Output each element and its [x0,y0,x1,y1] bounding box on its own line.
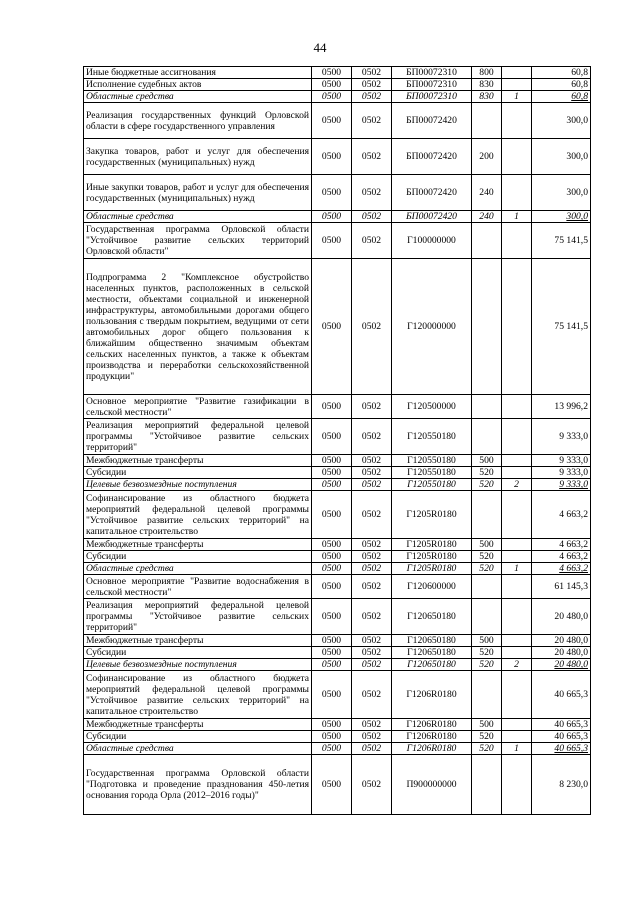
subsection-code-cell: 0502 [352,539,392,551]
row-name-cell: Субсидии [84,731,312,743]
amount-cell: 60,8 [532,79,591,91]
section-code-cell: 0500 [312,743,352,755]
table-row [84,491,591,539]
subsection-code-cell: 0502 [352,223,392,259]
target-article-cell: Г1206R0180 [392,671,472,719]
row-name-cell: Государственная программа Орловской области "Подготовка и проведение празднования 450-летия основания города Орла (2012–2016 годы)" [84,755,312,815]
expense-type-cell: 240 [472,175,502,211]
subsection-code-cell: 0502 [352,395,392,419]
expense-type-cell: 500 [472,539,502,551]
subsection-code-cell: 0502 [352,491,392,539]
table-row [84,647,591,659]
table-row [84,659,591,671]
table-row [84,635,591,647]
amount-cell: 4 663,2 [532,563,591,575]
subsection-code-cell: 0502 [352,455,392,467]
target-article-cell: Г1205R0180 [392,563,472,575]
amount-cell: 40 665,3 [532,719,591,731]
target-article-cell: БП00072420 [392,211,472,223]
row-name-cell: Подпрограмма 2 "Комплексное обустройство населенных пунктов, расположенных в сельской местности, объектами социальной и инженерной инфраструктуры, автомобильными дорогами общего пользования с твердым покрытием, ведущими от сети автомобильных дорог общего пользования к ближайшим общественно значимым объектам сельских населенных пунктов, а также к объектам производства и переработки сельскохозяйственной продукции" [84,259,312,395]
row-name-cell: Субсидии [84,647,312,659]
funding-source-cell [502,755,532,815]
amount-cell: 9 333,0 [532,419,591,455]
funding-source-cell: 2 [502,479,532,491]
table-row [84,175,591,211]
section-code-cell: 0500 [312,67,352,79]
funding-source-cell [502,259,532,395]
target-article-cell: Г120500000 [392,395,472,419]
table-row [84,719,591,731]
table-row [84,731,591,743]
amount-cell: 60,8 [532,67,591,79]
amount-cell: 40 665,3 [532,671,591,719]
table-row [84,575,591,599]
subsection-code-cell: 0502 [352,139,392,175]
funding-source-cell [502,575,532,599]
subsection-code-cell: 0502 [352,575,392,599]
funding-source-cell [502,671,532,719]
amount-cell: 300,0 [532,175,591,211]
funding-source-cell [502,467,532,479]
table-row [84,551,591,563]
amount-cell: 9 333,0 [532,455,591,467]
row-name-cell: Закупка товаров, работ и услуг для обеспечения государственных (муниципальных) нужд [84,139,312,175]
amount-cell: 4 663,2 [532,539,591,551]
table-row [84,599,591,635]
table-row [84,103,591,139]
row-name-cell: Областные средства [84,91,312,103]
funding-source-cell: 2 [502,659,532,671]
section-code-cell: 0500 [312,551,352,563]
row-name-cell: Межбюджетные трансферты [84,455,312,467]
row-name-cell: Субсидии [84,551,312,563]
subsection-code-cell: 0502 [352,635,392,647]
funding-source-cell: 1 [502,211,532,223]
subsection-code-cell: 0502 [352,671,392,719]
target-article-cell: Г120650180 [392,659,472,671]
table-row [84,743,591,755]
table-row [84,671,591,719]
section-code-cell: 0500 [312,175,352,211]
table-row [84,211,591,223]
expense-type-cell: 200 [472,139,502,175]
table-row [84,563,591,575]
target-article-cell: БП00072310 [392,67,472,79]
section-code-cell: 0500 [312,491,352,539]
section-code-cell: 0500 [312,755,352,815]
target-article-cell: Г1206R0180 [392,743,472,755]
expense-type-cell: 520 [472,731,502,743]
amount-cell: 75 141,5 [532,223,591,259]
page-number: 44 [313,40,327,55]
subsection-code-cell: 0502 [352,599,392,635]
target-article-cell: БП00072310 [392,79,472,91]
amount-cell: 300,0 [532,103,591,139]
table-row [84,479,591,491]
section-code-cell: 0500 [312,419,352,455]
amount-cell: 20 480,0 [532,647,591,659]
table-row [84,467,591,479]
subsection-code-cell: 0502 [352,659,392,671]
row-name-cell: Субсидии [84,467,312,479]
subsection-code-cell: 0502 [352,259,392,395]
section-code-cell: 0500 [312,467,352,479]
section-code-cell: 0500 [312,563,352,575]
table-row [84,455,591,467]
section-code-cell: 0500 [312,79,352,91]
funding-source-cell [502,139,532,175]
section-code-cell: 0500 [312,395,352,419]
row-name-cell: Иные бюджетные ассигнования [84,67,312,79]
subsection-code-cell: 0502 [352,103,392,139]
section-code-cell: 0500 [312,575,352,599]
amount-cell: 60,8 [532,91,591,103]
funding-source-cell: 1 [502,563,532,575]
section-code-cell: 0500 [312,139,352,175]
table-row [84,223,591,259]
expense-type-cell [472,599,502,635]
funding-source-cell [502,731,532,743]
target-article-cell: Г1205R0180 [392,491,472,539]
subsection-code-cell: 0502 [352,719,392,731]
expense-type-cell: 500 [472,455,502,467]
row-name-cell: Софинансирование из областного бюджета мероприятий федеральной целевой программы "Устойчивое развитие сельских территорий" на капитальное строительство [84,491,312,539]
subsection-code-cell: 0502 [352,479,392,491]
row-name-cell: Исполнение судебных актов [84,79,312,91]
expense-type-cell [472,671,502,719]
section-code-cell: 0500 [312,647,352,659]
table-row [84,79,591,91]
target-article-cell: Г120550180 [392,419,472,455]
section-code-cell: 0500 [312,479,352,491]
subsection-code-cell: 0502 [352,175,392,211]
section-code-cell: 0500 [312,719,352,731]
subsection-code-cell: 0502 [352,211,392,223]
row-name-cell: Межбюджетные трансферты [84,635,312,647]
table-row [84,91,591,103]
table-row [84,419,591,455]
target-article-cell: Г1205R0180 [392,539,472,551]
row-name-cell: Государственная программа Орловской области "Устойчивое развитие сельских территорий Орловской области" [84,223,312,259]
funding-source-cell [502,175,532,211]
target-article-cell: БП00072420 [392,139,472,175]
amount-cell: 300,0 [532,139,591,175]
subsection-code-cell: 0502 [352,731,392,743]
budget-table [83,66,591,815]
row-name-cell: Основное мероприятие "Развитие водоснабжения в сельской местности" [84,575,312,599]
row-name-cell: Основное мероприятие "Развитие газификации в сельской местности" [84,395,312,419]
row-name-cell: Межбюджетные трансферты [84,719,312,731]
funding-source-cell [502,67,532,79]
row-name-cell: Областные средства [84,743,312,755]
table-row [84,67,591,79]
expense-type-cell: 520 [472,743,502,755]
expense-type-cell [472,395,502,419]
subsection-code-cell: 0502 [352,467,392,479]
expense-type-cell: 500 [472,635,502,647]
expense-type-cell: 520 [472,551,502,563]
funding-source-cell [502,79,532,91]
target-article-cell: Г120550180 [392,467,472,479]
row-name-cell: Целевые безвозмездные поступления [84,659,312,671]
expense-type-cell [472,419,502,455]
amount-cell: 9 333,0 [532,479,591,491]
target-article-cell: Г120000000 [392,259,472,395]
target-article-cell: Г1206R0180 [392,719,472,731]
funding-source-cell [502,647,532,659]
expense-type-cell: 830 [472,79,502,91]
amount-cell: 61 145,3 [532,575,591,599]
target-article-cell: Г1206R0180 [392,731,472,743]
funding-source-cell: 1 [502,743,532,755]
amount-cell: 13 996,2 [532,395,591,419]
table-row [84,539,591,551]
table-body [84,67,591,815]
expense-type-cell: 520 [472,647,502,659]
amount-cell: 4 663,2 [532,551,591,563]
target-article-cell: БП00072310 [392,91,472,103]
expense-type-cell [472,755,502,815]
funding-source-cell [502,599,532,635]
funding-source-cell [502,551,532,563]
amount-cell: 20 480,0 [532,659,591,671]
subsection-code-cell: 0502 [352,563,392,575]
expense-type-cell [472,259,502,395]
target-article-cell: Г120650180 [392,647,472,659]
expense-type-cell: 520 [472,563,502,575]
subsection-code-cell: 0502 [352,67,392,79]
expense-type-cell [472,223,502,259]
funding-source-cell [502,395,532,419]
amount-cell: 300,0 [532,211,591,223]
section-code-cell: 0500 [312,671,352,719]
expense-type-cell: 520 [472,479,502,491]
section-code-cell: 0500 [312,659,352,671]
table-row [84,259,591,395]
amount-cell: 9 333,0 [532,467,591,479]
subsection-code-cell: 0502 [352,647,392,659]
funding-source-cell [502,455,532,467]
expense-type-cell: 800 [472,67,502,79]
row-name-cell: Реализация государственных функций Орловской области в сфере государственного управления [84,103,312,139]
subsection-code-cell: 0502 [352,419,392,455]
target-article-cell: Г100000000 [392,223,472,259]
section-code-cell: 0500 [312,259,352,395]
row-name-cell: Реализация мероприятий федеральной целевой программы "Устойчивое развитие сельских территорий" [84,599,312,635]
table-row [84,755,591,815]
section-code-cell: 0500 [312,455,352,467]
expense-type-cell: 830 [472,91,502,103]
target-article-cell: Г120550180 [392,479,472,491]
funding-source-cell [502,635,532,647]
subsection-code-cell: 0502 [352,743,392,755]
subsection-code-cell: 0502 [352,79,392,91]
row-name-cell: Иные закупки товаров, работ и услуг для обеспечения государственных (муниципальных) нужд [84,175,312,211]
subsection-code-cell: 0502 [352,755,392,815]
table-row [84,395,591,419]
target-article-cell: Г120650180 [392,635,472,647]
target-article-cell: Г120550180 [392,455,472,467]
funding-source-cell [502,223,532,259]
section-code-cell: 0500 [312,91,352,103]
table-row [84,139,591,175]
expense-type-cell [472,575,502,599]
expense-type-cell: 520 [472,659,502,671]
section-code-cell: 0500 [312,599,352,635]
target-article-cell: БП00072420 [392,175,472,211]
row-name-cell: Целевые безвозмездные поступления [84,479,312,491]
row-name-cell: Софинансирование из областного бюджета мероприятий федеральной целевой программы "Устойчивое развитие сельских территорий" на капитальное строительство [84,671,312,719]
funding-source-cell: 1 [502,91,532,103]
amount-cell: 8 230,0 [532,755,591,815]
funding-source-cell [502,539,532,551]
amount-cell: 40 665,3 [532,731,591,743]
row-name-cell: Областные средства [84,211,312,223]
section-code-cell: 0500 [312,103,352,139]
section-code-cell: 0500 [312,539,352,551]
amount-cell: 4 663,2 [532,491,591,539]
row-name-cell: Реализация мероприятий федеральной целевой программы "Устойчивое развитие сельских территорий" [84,419,312,455]
amount-cell: 20 480,0 [532,599,591,635]
section-code-cell: 0500 [312,211,352,223]
row-name-cell: Областные средства [84,563,312,575]
section-code-cell: 0500 [312,731,352,743]
subsection-code-cell: 0502 [352,91,392,103]
section-code-cell: 0500 [312,223,352,259]
expense-type-cell: 240 [472,211,502,223]
amount-cell: 20 480,0 [532,635,591,647]
target-article-cell: Г1205R0180 [392,551,472,563]
funding-source-cell [502,103,532,139]
amount-cell: 75 141,5 [532,259,591,395]
target-article-cell: П900000000 [392,755,472,815]
target-article-cell: БП00072420 [392,103,472,139]
subsection-code-cell: 0502 [352,551,392,563]
funding-source-cell [502,719,532,731]
target-article-cell: Г120600000 [392,575,472,599]
funding-source-cell [502,491,532,539]
expense-type-cell [472,491,502,539]
section-code-cell: 0500 [312,635,352,647]
expense-type-cell [472,103,502,139]
row-name-cell: Межбюджетные трансферты [84,539,312,551]
expense-type-cell: 500 [472,719,502,731]
funding-source-cell [502,419,532,455]
expense-type-cell: 520 [472,467,502,479]
target-article-cell: Г120650180 [392,599,472,635]
amount-cell: 40 665,3 [532,743,591,755]
